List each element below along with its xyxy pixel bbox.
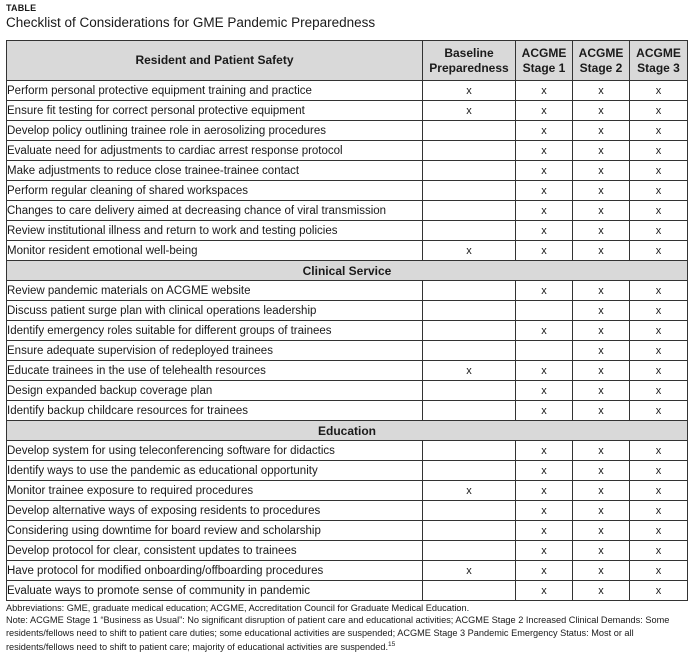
checkmark-cell: x [630, 501, 688, 521]
checkmark-cell: x [573, 321, 630, 341]
section-title: Clinical Service [7, 261, 688, 281]
row-label: Ensure adequate supervision of redeployed trainees [7, 341, 423, 361]
checkmark-cell: x [516, 221, 573, 241]
checkmark-cell [423, 321, 516, 341]
checkmark-cell: x [516, 181, 573, 201]
checkmark-cell: x [573, 181, 630, 201]
checkmark-cell [423, 161, 516, 181]
column-header-stage3-line1: ACGME [636, 45, 681, 60]
checkmark-cell: x [573, 341, 630, 361]
header-row [7, 41, 688, 81]
checkmark-cell: x [573, 81, 630, 101]
checkmark-cell [423, 281, 516, 301]
section-header-row [7, 421, 688, 441]
table-row [7, 561, 688, 581]
table-row [7, 381, 688, 401]
checkmark-cell: x [630, 581, 688, 601]
checklist-table [6, 40, 688, 601]
table-row [7, 181, 688, 201]
row-label: Identify backup childcare resources for trainees [7, 401, 423, 421]
table-row [7, 281, 688, 301]
checkmark-cell: x [516, 561, 573, 581]
table-tag: TABLE [6, 3, 37, 13]
table-row [7, 501, 688, 521]
checkmark-cell: x [516, 121, 573, 141]
row-label: Develop alternative ways of exposing residents to procedures [7, 501, 423, 521]
checkmark-cell: x [630, 101, 688, 121]
checkmark-cell: x [516, 441, 573, 461]
checkmark-cell [423, 581, 516, 601]
checkmark-cell: x [516, 161, 573, 181]
checkmark-cell: x [573, 481, 630, 501]
abbreviations-note: Abbreviations: GME, graduate medical education; ACGME, Accreditation Council for Graduate Medical Education. [6, 603, 470, 613]
checkmark-cell: x [423, 561, 516, 581]
checkmark-cell [423, 501, 516, 521]
column-header-stage3-line2: Stage 3 [637, 60, 680, 75]
checkmark-cell [423, 461, 516, 481]
table-row [7, 101, 688, 121]
checkmark-cell: x [573, 521, 630, 541]
table-title: Checklist of Considerations for GME Pandemic Preparedness [6, 15, 376, 30]
row-label: Identify emergency roles suitable for different groups of trainees [7, 321, 423, 341]
checkmark-cell: x [630, 521, 688, 541]
checkmark-cell: x [573, 301, 630, 321]
checkmark-cell: x [573, 541, 630, 561]
column-header-baseline-line2: Preparedness [429, 60, 509, 75]
checkmark-cell: x [573, 201, 630, 221]
checkmark-cell: x [630, 541, 688, 561]
checkmark-cell: x [573, 381, 630, 401]
checkmark-cell: x [573, 581, 630, 601]
checkmark-cell: x [630, 301, 688, 321]
row-label: Review pandemic materials on ACGME website [7, 281, 423, 301]
table-row [7, 81, 688, 101]
table-footnotes [6, 602, 690, 654]
checkmark-cell: x [630, 141, 688, 161]
checkmark-cell: x [423, 101, 516, 121]
table-row [7, 301, 688, 321]
checkmark-cell: x [423, 481, 516, 501]
checkmark-cell: x [573, 241, 630, 261]
checkmark-cell [423, 301, 516, 321]
checkmark-cell: x [516, 81, 573, 101]
checkmark-cell: x [516, 501, 573, 521]
checkmark-cell [423, 181, 516, 201]
checkmark-cell [516, 301, 573, 321]
checkmark-cell: x [630, 441, 688, 461]
column-header-stage1-line2: Stage 1 [522, 60, 566, 75]
checkmark-cell: x [630, 481, 688, 501]
checkmark-cell: x [630, 561, 688, 581]
checkmark-cell: x [573, 441, 630, 461]
checkmark-cell [423, 141, 516, 161]
row-label: Develop protocol for clear, consistent updates to trainees [7, 541, 423, 561]
row-label: Design expanded backup coverage plan [7, 381, 423, 401]
checkmark-cell [516, 341, 573, 361]
checkmark-cell [423, 541, 516, 561]
checkmark-cell: x [516, 481, 573, 501]
table-row [7, 221, 688, 241]
checkmark-cell: x [516, 521, 573, 541]
column-header-stage2-line1: ACGME [578, 45, 624, 60]
checkmark-cell: x [630, 161, 688, 181]
row-label: Make adjustments to reduce close trainee-trainee contact [7, 161, 423, 181]
table-row [7, 141, 688, 161]
table-row [7, 521, 688, 541]
checkmark-cell: x [573, 461, 630, 481]
checkmark-cell: x [516, 361, 573, 381]
table-row [7, 401, 688, 421]
checkmark-cell: x [516, 321, 573, 341]
row-label: Evaluate ways to promote sense of community in pandemic [7, 581, 423, 601]
checkmark-cell: x [630, 401, 688, 421]
checkmark-cell: x [573, 121, 630, 141]
checkmark-cell: x [516, 381, 573, 401]
checkmark-cell: x [516, 101, 573, 121]
checkmark-cell: x [630, 81, 688, 101]
table-row [7, 361, 688, 381]
table-row [7, 481, 688, 501]
row-label: Ensure fit testing for correct personal protective equipment [7, 101, 423, 121]
checkmark-cell [423, 401, 516, 421]
checkmark-cell: x [516, 401, 573, 421]
table-row [7, 321, 688, 341]
checkmark-cell: x [573, 281, 630, 301]
checkmark-cell: x [630, 201, 688, 221]
row-label: Review institutional illness and return to work and testing policies [7, 221, 423, 241]
checkmark-cell: x [516, 241, 573, 261]
checkmark-cell [423, 521, 516, 541]
table-row [7, 441, 688, 461]
checkmark-cell: x [630, 281, 688, 301]
column-header-baseline-line1: Baseline [444, 45, 494, 60]
column-header-stage1 [516, 41, 573, 81]
section-title: Education [7, 421, 688, 441]
row-label: Evaluate need for adjustments to cardiac arrest response protocol [7, 141, 423, 161]
table-row [7, 461, 688, 481]
row-label: Develop system for using teleconferencing software for didactics [7, 441, 423, 461]
row-label: Perform personal protective equipment training and practice [7, 81, 423, 101]
stage-definitions-text: Note: ACGME Stage 1 “Business as Usual”: No significant disruption of patient care and educational activities; ACGME Stage 2 Increased Clinical Demands: Some residents/fellows need to shift to patient care duties; some educational activities are suspended; ACGME Stage 3 Pandemic Emergency Status: Most or all residents/fellows need to shift to patient care; majority of educational activities are suspended. [6, 615, 670, 653]
checkmark-cell: x [516, 141, 573, 161]
checkmark-cell [423, 201, 516, 221]
checkmark-cell: x [630, 381, 688, 401]
checkmark-cell: x [630, 461, 688, 481]
row-label: Monitor resident emotional well-being [7, 241, 423, 261]
table-body [7, 81, 688, 601]
column-header-stage1-line1: ACGME [521, 45, 567, 60]
checkmark-cell: x [423, 241, 516, 261]
row-label: Develop policy outlining trainee role in aerosolizing procedures [7, 121, 423, 141]
row-label: Changes to care delivery aimed at decreasing chance of viral transmission [7, 201, 423, 221]
row-label: Discuss patient surge plan with clinical operations leadership [7, 301, 423, 321]
checkmark-cell: x [516, 581, 573, 601]
checkmark-cell: x [573, 501, 630, 521]
checkmark-cell: x [630, 341, 688, 361]
checkmark-cell: x [573, 161, 630, 181]
checkmark-cell: x [516, 461, 573, 481]
checkmark-cell [423, 441, 516, 461]
table-row [7, 541, 688, 561]
column-header-stage3 [630, 41, 688, 81]
table-row [7, 121, 688, 141]
row-label: Identify ways to use the pandemic as educational opportunity [7, 461, 423, 481]
checkmark-cell: x [573, 561, 630, 581]
column-header-stage2-line2: Stage 2 [579, 60, 623, 75]
section-header-row [7, 261, 688, 281]
checkmark-cell [423, 381, 516, 401]
checkmark-cell: x [423, 81, 516, 101]
checkmark-cell: x [573, 221, 630, 241]
checkmark-cell [423, 221, 516, 241]
checkmark-cell: x [630, 241, 688, 261]
checkmark-cell: x [516, 201, 573, 221]
stage-definitions-note [6, 614, 690, 653]
table-row [7, 341, 688, 361]
column-header-safety: Resident and Patient Safety [7, 41, 423, 81]
table-row [7, 161, 688, 181]
checkmark-cell: x [573, 401, 630, 421]
column-header-stage2 [573, 41, 630, 81]
checkmark-cell: x [573, 141, 630, 161]
table-row [7, 581, 688, 601]
row-label: Have protocol for modified onboarding/offboarding procedures [7, 561, 423, 581]
checkmark-cell: x [630, 221, 688, 241]
row-label: Monitor trainee exposure to required procedures [7, 481, 423, 501]
checkmark-cell: x [423, 361, 516, 381]
checkmark-cell [423, 121, 516, 141]
row-label: Educate trainees in the use of telehealth resources [7, 361, 423, 381]
reference-superscript: 15 [388, 641, 396, 649]
checkmark-cell: x [573, 361, 630, 381]
table-row [7, 241, 688, 261]
row-label: Perform regular cleaning of shared workspaces [7, 181, 423, 201]
checkmark-cell: x [516, 541, 573, 561]
table-row [7, 201, 688, 221]
checkmark-cell: x [630, 361, 688, 381]
column-header-baseline [423, 41, 516, 81]
checkmark-cell [423, 341, 516, 361]
checkmark-cell: x [630, 321, 688, 341]
checkmark-cell: x [516, 281, 573, 301]
checkmark-cell: x [573, 101, 630, 121]
checkmark-cell: x [630, 121, 688, 141]
row-label: Considering using downtime for board review and scholarship [7, 521, 423, 541]
checkmark-cell: x [630, 181, 688, 201]
